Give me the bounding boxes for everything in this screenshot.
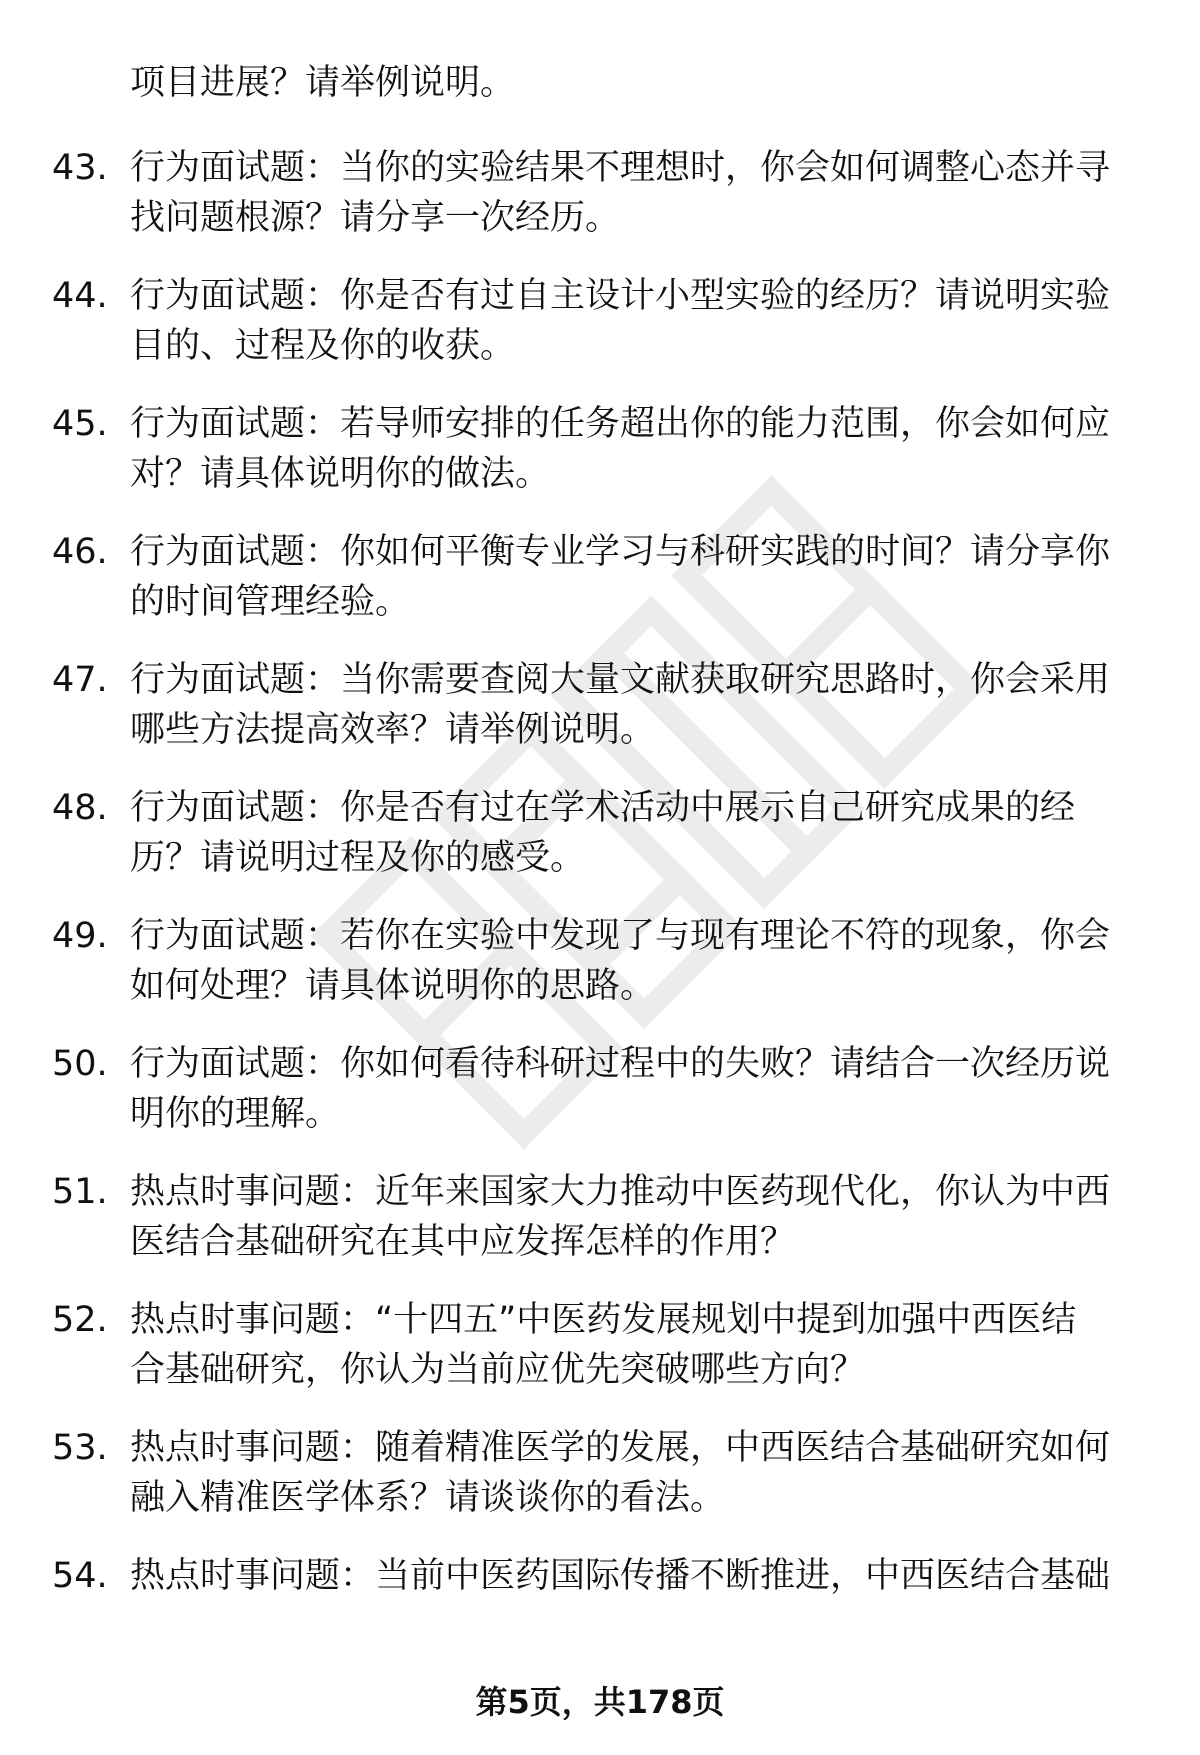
list-item: [0, 911, 1200, 1039]
item-number: 44.: [52, 276, 108, 316]
item-number: 51.: [52, 1172, 108, 1212]
item-text: 热点时事问题：当前中医药国际传播不断推进，中西医结合基础: [130, 1556, 1111, 1596]
item-text: 行为面试题：你如何看待科研过程中的失败？请结合一次经历说: [130, 1044, 1111, 1084]
item-text: 明你的理解。: [130, 1094, 341, 1134]
item-number: 53.: [52, 1428, 108, 1468]
item-text: 行为面试题：当你需要查阅大量文献获取研究思路时，你会采用: [130, 660, 1111, 700]
item-number: 49.: [52, 916, 108, 956]
item-text: 的时间管理经验。: [130, 582, 411, 622]
item-number: 46.: [52, 532, 108, 572]
item-text: 合基础研究，你认为当前应优先突破哪些方向？: [130, 1350, 866, 1390]
item-text: 对？请具体说明你的做法。: [130, 454, 551, 494]
list-item: [0, 1039, 1200, 1167]
item-number: 48.: [52, 788, 108, 828]
page-number-footer: 第5页，共178页: [475, 1683, 725, 1721]
item-number: 45.: [52, 404, 108, 444]
item-text: 热点时事问题：“十四五”中医药发展规划中提到加强中西医结: [130, 1300, 1077, 1340]
item-text: 行为面试题：你是否有过自主设计小型实验的经历？请说明实验: [130, 276, 1111, 316]
list-item: [0, 143, 1200, 271]
item-text: 如何处理？请具体说明你的思路。: [130, 966, 656, 1006]
item-text: 热点时事问题：近年来国家大力推动中医药现代化，你认为中西: [130, 1172, 1111, 1212]
list-item: [0, 399, 1200, 527]
list-item: [0, 1295, 1200, 1423]
item-number: 47.: [52, 660, 108, 700]
item-text: 哪些方法提高效率？请举例说明。: [130, 710, 656, 750]
list-item: [0, 271, 1200, 399]
item-text: 行为面试题：你如何平衡专业学习与科研实践的时间？请分享你: [130, 532, 1111, 572]
item-text: 目的、过程及你的收获。: [130, 326, 516, 366]
item-text: 医结合基础研究在其中应发挥怎样的作用？: [130, 1222, 796, 1262]
item-text: 行为面试题：你是否有过在学术活动中展示自己研究成果的经: [130, 788, 1076, 828]
item-number: 43.: [52, 148, 108, 188]
item-text: 热点时事问题：随着精准医学的发展，中西医结合基础研究如何: [130, 1428, 1111, 1468]
item-text: 行为面试题：若你在实验中发现了与现有理论不符的现象，你会: [130, 916, 1111, 956]
question-list: [0, 143, 1200, 1679]
item-number: 50.: [52, 1044, 108, 1084]
list-item: [0, 1167, 1200, 1295]
item-text: 融入精准医学体系？请谈谈你的看法。: [130, 1478, 726, 1518]
list-item: [0, 1551, 1200, 1679]
continued-question-text: 项目进展？请举例说明。: [130, 63, 516, 103]
item-number: 52.: [52, 1300, 108, 1340]
list-item: [0, 527, 1200, 655]
item-text: 找问题根源？请分享一次经历。: [130, 198, 621, 238]
item-text: 历？请说明过程及你的感受。: [130, 838, 586, 878]
list-item: [0, 655, 1200, 783]
list-item: [0, 783, 1200, 911]
item-text: 行为面试题：若导师安排的任务超出你的能力范围，你会如何应: [130, 404, 1111, 444]
item-number: 54.: [52, 1556, 108, 1596]
item-text: 行为面试题：当你的实验结果不理想时，你会如何调整心态并寻: [130, 148, 1111, 188]
list-item: [0, 1423, 1200, 1551]
